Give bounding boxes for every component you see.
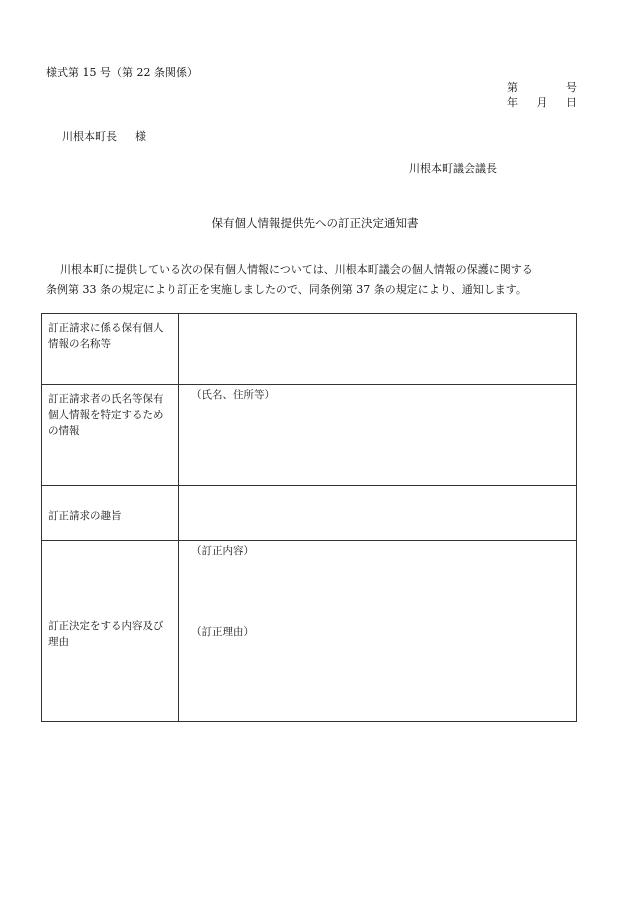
sender: 川根本町議会議長 <box>409 162 497 175</box>
correction-reason-note: （訂正理由） <box>191 626 254 638</box>
number-prefix: 第 <box>507 81 518 94</box>
notification-form-table <box>41 313 577 722</box>
date-line <box>507 97 577 108</box>
date-day: 日 <box>566 96 577 109</box>
addressee-honorific: 様 <box>135 130 146 143</box>
table-row <box>42 541 577 722</box>
row-label-request-purpose: 訂正請求の趣旨 <box>42 486 179 541</box>
document-number-line <box>507 82 577 93</box>
requester-note: （氏名、住所等） <box>191 389 275 401</box>
row-label-requester: 訂正請求者の氏名等保有個人情報を特定するための情報 <box>42 385 179 486</box>
row-value-requester[interactable] <box>179 385 577 486</box>
date-year: 年 <box>507 96 518 109</box>
correction-content-note: （訂正内容） <box>191 545 254 557</box>
document-title: 保有個人情報提供先への訂正決定通知書 <box>211 216 419 230</box>
form-number: 様式第 15 号（第 22 条関係） <box>46 66 198 79</box>
body-text <box>46 260 580 300</box>
table-row <box>42 486 577 541</box>
body-line-1: 川根本町に提供している次の保有個人情報については、川根本町議会の個人情報の保護に関する <box>60 263 533 276</box>
table-row <box>42 385 577 486</box>
row-value-request-purpose[interactable] <box>179 486 577 541</box>
body-line-2: 条例第 33 条の規定により訂正を実施しましたので、同条例第 37 条の規定により、通知します。 <box>46 283 527 296</box>
number-suffix: 号 <box>566 81 577 94</box>
addressee-name: 川根本町長 <box>62 130 117 143</box>
addressee <box>62 131 146 142</box>
row-label-decision: 訂正決定をする内容及び理由 <box>42 541 179 722</box>
row-value-document-name[interactable] <box>179 314 577 385</box>
row-label-document-name: 訂正請求に係る保有個人情報の名称等 <box>42 314 179 385</box>
date-month: 月 <box>536 96 548 109</box>
row-value-decision[interactable] <box>179 541 577 722</box>
table-row <box>42 314 577 385</box>
